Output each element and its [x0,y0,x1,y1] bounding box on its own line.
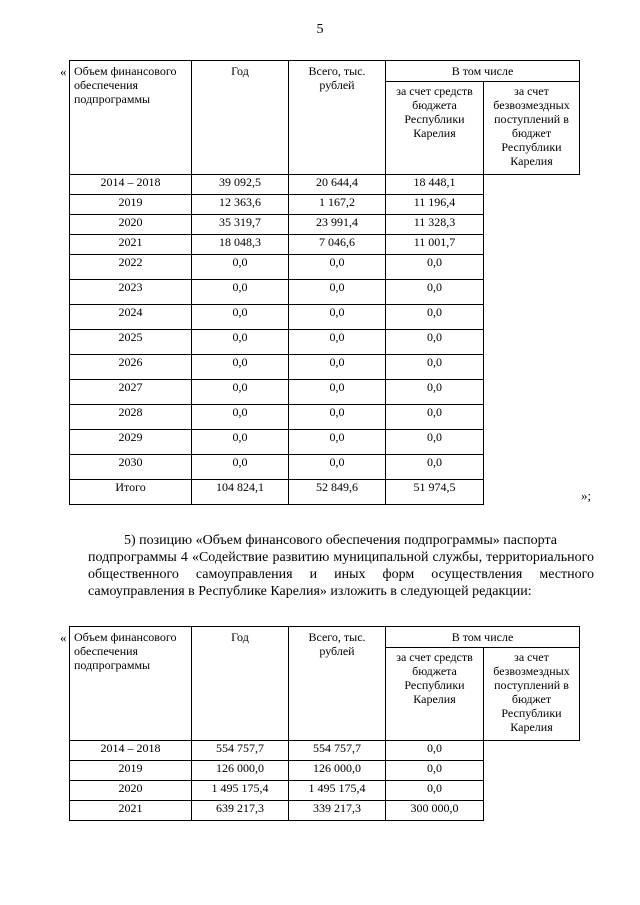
cell-total: 104 824,1 [192,480,289,505]
closing-quote: »; [581,488,592,503]
table-row [70,801,580,821]
table-row [70,430,580,455]
cell-free: 0,0 [386,405,484,430]
amendment-text: подпрограммы 4 «Содействие развитию муниципальной службы, территориального общественного самоуправления и иных форм осуществления местного самоуправления в Республике Карелия» изложить в следующей редакции: [88,550,594,599]
header2-including: В том числе [386,627,580,648]
cell-rk: 0,0 [289,330,386,355]
cell-total: 0,0 [192,455,289,480]
table-header-row [70,61,580,82]
cell-total: 0,0 [192,255,289,280]
header-republic-budget: за счет средств бюджета Республики Карелия [386,82,484,175]
cell-free: 0,0 [386,781,484,801]
cell-total: 1 495 175,4 [192,781,289,801]
cell-year: 2025 [70,330,192,355]
table-row [70,480,580,505]
table-row [70,255,580,280]
cell-total: 35 319,7 [192,215,289,235]
cell-year: 2014 – 2018 [70,175,192,195]
table-row [70,280,580,305]
cell-free: 0,0 [386,255,484,280]
cell-total: 39 092,5 [192,175,289,195]
table-row [70,380,580,405]
cell-year: 2027 [70,380,192,405]
cell-total: 18 048,3 [192,235,289,255]
page-number: 5 [316,22,324,37]
cell-rk: 0,0 [289,305,386,330]
financing-table-2 [69,626,580,821]
cell-free: 11 001,7 [386,235,484,255]
cell-free: 11 196,4 [386,195,484,215]
cell-rk: 126 000,0 [289,761,386,781]
header2-republic-budget: за счет средств бюджета Республики Карелия [386,648,484,741]
cell-rk: 0,0 [289,430,386,455]
cell-rk: 339 217,3 [289,801,386,821]
header2-free-receipts: за счет безвозмездных поступлений в бюджет Республики Карелия [484,648,580,741]
cell-year: 2019 [70,195,192,215]
cell-total: 126 000,0 [192,761,289,781]
header-total: Всего, тыс. рублей [289,61,386,175]
header2-total: Всего, тыс. рублей [289,627,386,741]
table-row [70,405,580,430]
cell-total: 0,0 [192,380,289,405]
cell-year: 2026 [70,355,192,380]
cell-rk: 0,0 [289,355,386,380]
table-row [70,330,580,355]
cell-rk: 0,0 [289,380,386,405]
cell-year: 2021 [70,801,192,821]
table-row [70,741,580,761]
cell-year: 2030 [70,455,192,480]
header-including: В том числе [386,61,580,82]
cell-free: 0,0 [386,280,484,305]
cell-rk: 23 991,4 [289,215,386,235]
cell-year: 2019 [70,761,192,781]
cell-total: 0,0 [192,405,289,430]
cell-free: 11 328,3 [386,215,484,235]
cell-free: 0,0 [386,455,484,480]
cell-total: 0,0 [192,305,289,330]
cell-free: 0,0 [386,761,484,781]
cell-year: 2020 [70,781,192,801]
cell-year: 2024 [70,305,192,330]
cell-rk: 1 495 175,4 [289,781,386,801]
header2-funding-volume: Объем финансового обеспечения подпрограммы [70,627,192,741]
opening-quote: « [60,64,67,79]
cell-free: 0,0 [386,380,484,405]
table-row [70,781,580,801]
table-row [70,235,580,255]
cell-total: 0,0 [192,330,289,355]
cell-rk: 52 849,6 [289,480,386,505]
cell-rk: 0,0 [289,280,386,305]
header2-year: Год [192,627,289,741]
cell-rk: 7 046,6 [289,235,386,255]
cell-year: 2022 [70,255,192,280]
cell-year: Итого [70,480,192,505]
table-row [70,761,580,781]
table-row [70,175,580,195]
cell-year: 2028 [70,405,192,430]
cell-year: 2029 [70,430,192,455]
table2-header-row [70,627,580,648]
header-funding-volume: Объем финансового обеспечения подпрограммы [70,61,192,175]
cell-total: 0,0 [192,430,289,455]
cell-free: 0,0 [386,355,484,380]
cell-rk: 554 757,7 [289,741,386,761]
cell-total: 554 757,7 [192,741,289,761]
cell-free: 0,0 [386,741,484,761]
header-free-receipts: за счет безвозмездных поступлений в бюджет Республики Карелия [484,82,580,175]
cell-total: 0,0 [192,280,289,305]
cell-free: 18 448,1 [386,175,484,195]
cell-year: 2023 [70,280,192,305]
cell-free: 51 974,5 [386,480,484,505]
table-row [70,455,580,480]
table-row [70,305,580,330]
cell-free: 300 000,0 [386,801,484,821]
cell-total: 12 363,6 [192,195,289,215]
opening-quote-2: « [60,630,67,645]
financing-table-1 [69,60,580,505]
table2-body [70,741,580,821]
cell-total: 639 217,3 [192,801,289,821]
cell-free: 0,0 [386,430,484,455]
cell-total: 0,0 [192,355,289,380]
table-row [70,355,580,380]
cell-rk: 0,0 [289,455,386,480]
amendment-line-1: 5) позицию «Объем финансового обеспечения подпрограммы» паспорта [124,533,557,548]
cell-year: 2014 – 2018 [70,741,192,761]
cell-rk: 20 644,4 [289,175,386,195]
cell-rk: 0,0 [289,255,386,280]
table-row [70,195,580,215]
table-row [70,215,580,235]
cell-year: 2021 [70,235,192,255]
cell-year: 2020 [70,215,192,235]
cell-free: 0,0 [386,305,484,330]
table1-body [70,175,580,505]
cell-rk: 0,0 [289,405,386,430]
cell-free: 0,0 [386,330,484,355]
cell-rk: 1 167,2 [289,195,386,215]
header-year: Год [192,61,289,175]
